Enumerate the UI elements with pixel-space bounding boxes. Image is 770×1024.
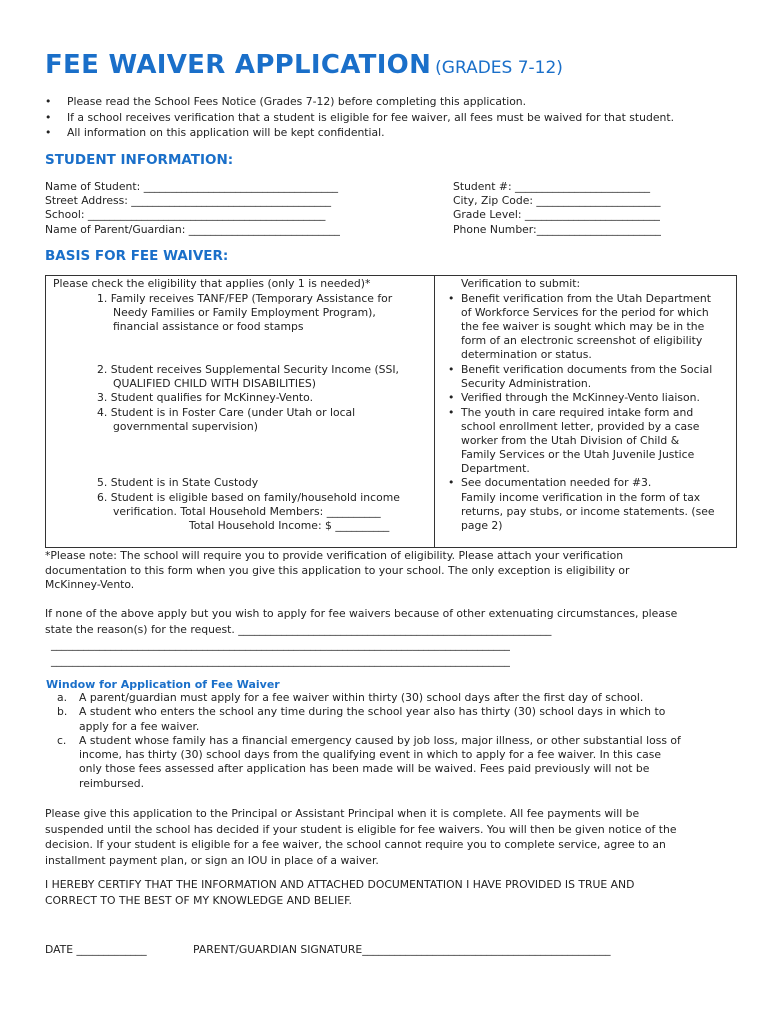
grade-level-field[interactable]: Grade Level: _________________________ xyxy=(453,208,660,222)
bullet-icon: • xyxy=(448,292,455,305)
eligibility-option-6[interactable]: 6. Student is eligible based on family/household income xyxy=(97,491,400,504)
bullet-icon: • xyxy=(448,406,455,419)
household-income-field[interactable]: Total Household Income: $ __________ xyxy=(189,519,390,532)
list-item: a. A parent/guardian must apply for a fee waiver within thirty (30) school days after the first day of school. xyxy=(57,691,644,704)
other-circumstances: If none of the above apply but you wish to apply for fee waivers because of other extenuating circumstances, please state the reason(s) for the request. __________________________________________________________ _____________________________________________________________________________________ _____________________________________________________________________________________ xyxy=(45,607,678,667)
bullet-icon: • xyxy=(448,391,455,404)
basis-heading: BASIS FOR FEE WAIVER: xyxy=(45,248,229,264)
eligibility-option-5[interactable]: 5. Student is in State Custody xyxy=(97,476,259,489)
list-item: b. A student who enters the school any time during the school year also has thirty (30) school days in which to xyxy=(57,705,666,719)
window-heading: Window for Application of Fee Waiver xyxy=(46,678,280,691)
reason-field[interactable]: state the reason(s) for the request. __________________________________________________________ xyxy=(45,622,552,636)
bullet-icon: • xyxy=(45,126,52,139)
student-number-field[interactable]: Student #: _________________________ xyxy=(453,180,651,193)
eligibility-header: Please check the eligibility that applies (only 1 is needed)* xyxy=(53,277,371,290)
verification-header: Verification to submit: xyxy=(461,277,581,290)
phone-number-field[interactable]: Phone Number:_______________________ xyxy=(453,222,661,236)
city-zip-field[interactable]: City, Zip Code: _______________________ xyxy=(453,194,661,208)
list-item: • Please read the School Fees Notice (Grades 7-12) before completing this application. xyxy=(45,95,527,108)
list-item: • If a school receives verification that a student is eligible for fee waiver, all fees must be waived for that student. xyxy=(45,110,675,124)
reason-field-line-3[interactable]: _____________________________________________________________________________________ xyxy=(51,653,510,667)
household-members-field[interactable]: verification. Total Household Members: __________ xyxy=(113,505,381,518)
eligibility-cell: Please check the eligibility that applies (only 1 is needed)* 1. Family receives TANF/FEP (Temporary Assistance for Needy Families or Family Employment Program), financial assistance or food stamps 2. Student receives Supplemental Security Income (SSI, QUALIFIED CHILD WITH DISABILITIES) 3. Student qualifies for McKinney-Vento. 4. Student is in Foster Care (under Utah or local governmental supervision) 5. Student is in State Custody 6. Student is eligible based on family/household income verification. Total Household Members: __________ Total Household Income: $ __________ xyxy=(46,276,435,548)
submission-instructions: Please give this application to the Principal or Assistant Principal when it is complete. All fee payments will be suspended until the school has decided if your student is eligible for fee waivers. You will then be given notice of the decision. If your student is eligible for a fee waiver, the school cannot require you to complete service, agree to an installment payment plan, or sign an IOU in place of a waiver. xyxy=(45,807,677,867)
intro-bullets xyxy=(45,94,735,141)
street-address-field[interactable]: Street Address: _____________________________________ xyxy=(45,194,332,208)
title-grades: (GRADES 7-12) xyxy=(435,58,563,78)
school-field[interactable]: School: ____________________________________________ xyxy=(45,208,326,222)
reason-field-line-2[interactable]: _____________________________________________________________________________________ xyxy=(51,638,510,651)
basis-table xyxy=(45,275,737,548)
student-name-field[interactable]: Name of Student: ____________________________________ xyxy=(45,180,339,193)
eligibility-option-2[interactable]: 2. Student receives Supplemental Security Income (SSI, xyxy=(97,363,399,376)
list-item: • All information on this application will be kept confidential. xyxy=(45,126,385,139)
eligibility-option-1[interactable]: 1. Family receives TANF/FEP (Temporary Assistance for xyxy=(97,292,393,305)
parent-name-field[interactable]: Name of Parent/Guardian: ____________________________ xyxy=(45,222,340,236)
verification-cell: Verification to submit: • Benefit verification from the Utah Department of Workforce Services for the period for which the fee waiver is sought which may be in the form of an electronic screenshot of eligibility determination or status. • Benefit verification documents from the Social Security Administration. • Verified through the McKinney-Vento liaison. • The youth in care required intake form and school enrollment letter, provided by a case worker from the Utah Division of Child & Family Services or the Utah Juvenile Justice Department. • See documentation needed for #3. Family income verification in the form of tax returns, pay stubs, or income statements. (see page 2) xyxy=(435,276,737,548)
page-title xyxy=(45,50,563,80)
title-text: FEE WAIVER APPLICATION xyxy=(45,50,432,80)
window-list: a. A parent/guardian must apply for a fee waiver within thirty (30) school days after the first day of school. b. A student who enters the school any time during the school year also has thirty (30) school days in which to apply for a fee waiver. c. A student whose family has a financial emergency caused by job loss, major illness, or other substantial loss of income, has thirty (30) school days from the qualifying event in which to apply for a fee waiver. In this case only those fees assessed after application has been made will be waived. Fees paid previously will not be reimbursed. xyxy=(57,691,681,790)
bullet-icon: • xyxy=(448,363,455,376)
verification-note: *Please note: The school will require you to provide verification of eligibility. Please attach your verification documentation to this form when you give this application to your school. The only exception is eligibility or McKinney-Vento. xyxy=(45,549,630,591)
student-info-left-fields xyxy=(45,180,340,237)
student-info-heading: STUDENT INFORMATION: xyxy=(45,152,234,168)
eligibility-option-4[interactable]: 4. Student is in Foster Care (under Utah or local xyxy=(97,406,356,419)
list-item: c. A student whose family has a financial emergency caused by job loss, major illness, or other substantial loss of xyxy=(57,733,681,747)
certification-statement: I HEREBY CERTIFY THAT THE INFORMATION AND ATTACHED DOCUMENTATION I HAVE PROVIDED IS TRUE AND CORRECT TO THE BEST OF MY KNOWLEDGE AND BELIEF. xyxy=(45,878,635,907)
student-info-right-fields xyxy=(453,180,661,237)
date-field[interactable]: DATE _____________ xyxy=(45,943,147,956)
bullet-icon: • xyxy=(45,95,52,108)
bullet-icon: • xyxy=(448,476,455,489)
eligibility-option-3[interactable]: 3. Student qualifies for McKinney-Vento. xyxy=(97,391,313,404)
parent-signature-field[interactable]: PARENT/GUARDIAN SIGNATURE______________________________________________ xyxy=(193,943,611,956)
bullet-icon: • xyxy=(45,110,52,124)
